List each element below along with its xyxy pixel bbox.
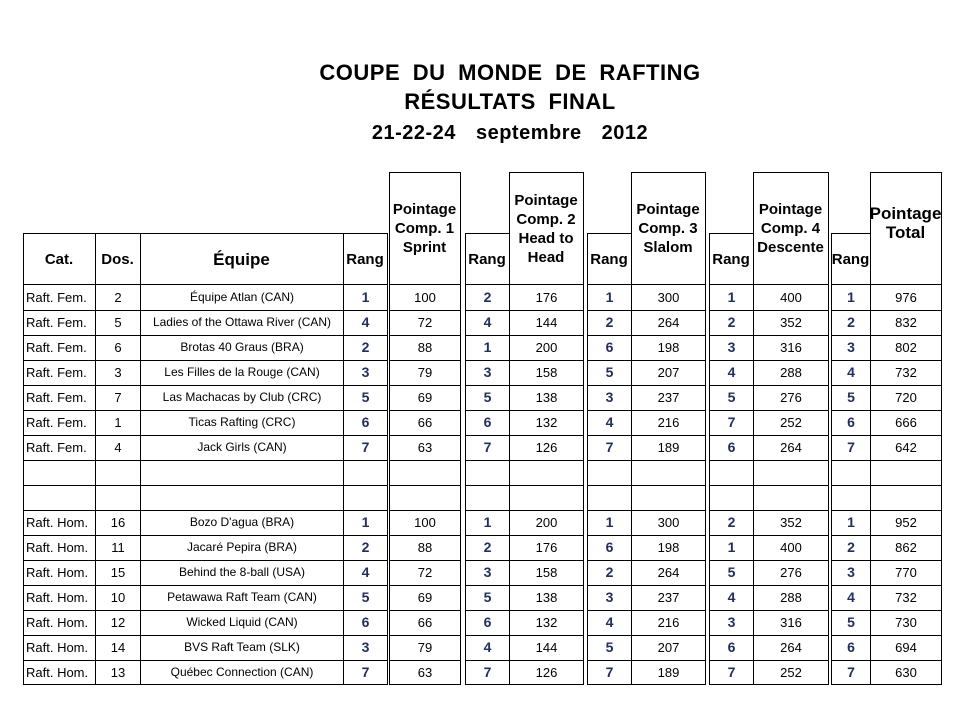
cell-points-total: 832 bbox=[895, 315, 917, 330]
cell-points-comp4: 276 bbox=[780, 565, 802, 580]
cell-rank-total: 3 bbox=[847, 339, 855, 355]
cell-rank-comp2: 4 bbox=[483, 639, 492, 655]
cell-rank-comp3: 1 bbox=[605, 289, 614, 305]
header-rank-comp2: Rang bbox=[468, 250, 506, 268]
cell-points-total: 642 bbox=[895, 440, 917, 455]
cell-category: Raft. Hom. bbox=[26, 515, 89, 530]
cell-points-comp1: 69 bbox=[417, 390, 433, 405]
cell-rank-comp2 bbox=[466, 485, 509, 510]
cell-category bbox=[24, 485, 95, 510]
cell-rank-comp4: 2 bbox=[727, 514, 736, 530]
cell-rank-comp1: 3 bbox=[361, 639, 370, 655]
cell-rank-total: 1 bbox=[847, 289, 855, 305]
cell-points-comp4: 252 bbox=[780, 665, 802, 680]
cell-rank-comp2: 1 bbox=[483, 339, 492, 355]
cell-rank-comp4: 4 bbox=[727, 589, 736, 605]
cell-rank-comp1: 7 bbox=[361, 439, 370, 455]
column-border bbox=[587, 233, 588, 685]
column-divider bbox=[631, 172, 632, 233]
cell-points-total: 630 bbox=[895, 665, 917, 680]
cell-category: Raft. Fem. bbox=[26, 390, 87, 405]
cell-points-comp1: 79 bbox=[417, 365, 433, 380]
cell-points-comp4: 252 bbox=[780, 415, 802, 430]
cell-points-total: 730 bbox=[895, 615, 917, 630]
cell-rank-comp1: 7 bbox=[361, 664, 370, 680]
cell-rank-total bbox=[832, 485, 870, 510]
header-rank-total: Rang bbox=[831, 250, 870, 268]
cell-rank-comp3: 6 bbox=[605, 539, 614, 555]
cell-rank-comp3 bbox=[588, 460, 631, 485]
cell-points-comp2: 144 bbox=[535, 315, 558, 330]
cell-category: Raft. Hom. bbox=[26, 640, 89, 655]
cell-rank-comp4: 2 bbox=[727, 314, 736, 330]
cell-team: Québec Connection (CAN) bbox=[170, 665, 314, 679]
cell-points-total: 952 bbox=[895, 515, 917, 530]
cell-points-comp4: 316 bbox=[780, 615, 802, 630]
cell-rank-total: 2 bbox=[847, 539, 855, 555]
cell-points-comp2: 126 bbox=[535, 440, 558, 455]
cell-bib: 14 bbox=[110, 640, 126, 655]
cell-category: Raft. Fem. bbox=[26, 340, 87, 355]
cell-rank-comp3: 3 bbox=[605, 589, 614, 605]
cell-category: Raft. Fem. bbox=[26, 440, 87, 455]
cell-category: Raft. Hom. bbox=[26, 540, 89, 555]
cell-points-total: 732 bbox=[895, 365, 917, 380]
cell-points-comp3: 300 bbox=[657, 290, 680, 305]
header-points-comp4: Pointage Comp. 4 Descente bbox=[757, 201, 824, 256]
cell-rank-comp4: 5 bbox=[727, 564, 736, 580]
cell-rank-comp1: 4 bbox=[361, 314, 370, 330]
cell-points-comp1: 63 bbox=[417, 665, 433, 680]
cell-rank-comp2: 1 bbox=[483, 514, 492, 530]
cell-rank-comp4 bbox=[710, 460, 753, 485]
cell-points-comp3: 189 bbox=[657, 665, 680, 680]
cell-rank-comp2: 2 bbox=[483, 289, 492, 305]
cell-rank-comp2: 5 bbox=[483, 389, 492, 405]
cell-rank-comp3: 3 bbox=[605, 389, 614, 405]
cell-bib: 7 bbox=[114, 390, 122, 405]
cell-rank-comp2: 3 bbox=[483, 364, 492, 380]
cell-rank-comp2: 6 bbox=[483, 414, 492, 430]
title-line-2: RÉSULTATS FINAL bbox=[404, 89, 616, 114]
cell-points-comp3: 198 bbox=[657, 340, 680, 355]
cell-category: Raft. Fem. bbox=[26, 315, 87, 330]
cell-rank-total: 2 bbox=[847, 314, 855, 330]
cell-points-comp2: 200 bbox=[535, 340, 558, 355]
cell-points-comp4: 264 bbox=[780, 440, 802, 455]
cell-rank-total: 6 bbox=[847, 414, 855, 430]
cell-bib bbox=[96, 485, 140, 510]
cell-rank-total: 1 bbox=[847, 514, 855, 530]
cell-points-comp3: 264 bbox=[657, 565, 680, 580]
header-category: Cat. bbox=[44, 250, 74, 268]
cell-category: Raft. Hom. bbox=[26, 565, 89, 580]
cell-rank-comp2: 7 bbox=[483, 439, 492, 455]
header-top-line bbox=[587, 233, 631, 234]
cell-points-total: 802 bbox=[895, 340, 917, 355]
cell-rank-comp1: 1 bbox=[361, 289, 370, 305]
cell-points-comp2: 132 bbox=[535, 415, 558, 430]
cell-points-total bbox=[871, 460, 941, 485]
cell-rank-total: 4 bbox=[847, 589, 855, 605]
cell-points-comp4: 316 bbox=[780, 340, 802, 355]
column-border bbox=[831, 233, 832, 685]
cell-rank-total: 7 bbox=[847, 664, 855, 680]
header-top-line bbox=[709, 233, 753, 234]
header-points-comp1: Pointage Comp. 1 Sprint bbox=[392, 201, 457, 256]
cell-category: Raft. Fem. bbox=[26, 365, 87, 380]
cell-points-comp1: 63 bbox=[417, 440, 433, 455]
cell-rank-comp2: 2 bbox=[483, 539, 492, 555]
cell-rank-total: 5 bbox=[847, 614, 855, 630]
cell-points-comp2: 158 bbox=[535, 565, 558, 580]
cell-rank-comp2: 6 bbox=[483, 614, 492, 630]
cell-rank-comp4: 6 bbox=[727, 639, 736, 655]
header-points-comp3: Pointage Comp. 3 Slalom bbox=[636, 201, 700, 256]
header-gap bbox=[830, 171, 870, 233]
cell-rank-comp3: 5 bbox=[605, 364, 614, 380]
cell-points-comp4: 400 bbox=[780, 290, 802, 305]
cell-points-comp3: 237 bbox=[657, 590, 680, 605]
cell-rank-comp4: 3 bbox=[727, 614, 736, 630]
cell-bib: 2 bbox=[114, 290, 122, 305]
cell-rank-comp1 bbox=[344, 485, 387, 510]
cell-points-comp2: 200 bbox=[535, 515, 558, 530]
cell-rank-comp1: 1 bbox=[361, 514, 370, 530]
cell-points-comp2: 138 bbox=[535, 590, 558, 605]
cell-team: Les Filles de la Rouge (CAN) bbox=[164, 365, 320, 379]
cell-rank-comp3: 2 bbox=[605, 564, 614, 580]
cell-rank-comp4: 6 bbox=[727, 439, 736, 455]
cell-points-comp4: 400 bbox=[780, 540, 802, 555]
cell-team: Behind the 8-ball (USA) bbox=[178, 565, 306, 579]
cell-points-total: 720 bbox=[895, 390, 917, 405]
cell-team: Équipe Atlan (CAN) bbox=[189, 290, 295, 304]
cell-category: Raft. Hom. bbox=[26, 665, 89, 680]
cell-bib: 11 bbox=[111, 540, 125, 555]
cell-rank-comp2: 5 bbox=[483, 589, 492, 605]
cell-bib: 16 bbox=[110, 515, 126, 530]
cell-points-comp2 bbox=[510, 460, 583, 485]
cell-points-total: 694 bbox=[895, 640, 917, 655]
cell-points-comp4: 264 bbox=[780, 640, 802, 655]
column-divider bbox=[870, 172, 871, 233]
cell-points-total: 770 bbox=[895, 565, 917, 580]
cell-rank-comp4: 1 bbox=[727, 289, 736, 305]
cell-rank-comp1 bbox=[344, 460, 387, 485]
title-line-3: 21-22-24 septembre 2012 bbox=[371, 122, 649, 144]
cell-rank-comp4: 5 bbox=[727, 389, 736, 405]
cell-team bbox=[141, 460, 343, 485]
cell-team: Wicked Liquid (CAN) bbox=[186, 615, 298, 629]
cell-points-comp2: 176 bbox=[535, 290, 558, 305]
cell-bib: 4 bbox=[114, 440, 122, 455]
cell-rank-comp1: 6 bbox=[361, 614, 370, 630]
cell-rank-comp2: 4 bbox=[483, 314, 492, 330]
cell-bib: 1 bbox=[114, 415, 122, 430]
header-top-line bbox=[465, 233, 509, 234]
cell-points-comp3: 237 bbox=[657, 390, 680, 405]
cell-rank-comp4: 4 bbox=[727, 364, 736, 380]
header-rank-comp1: Rang bbox=[346, 250, 384, 268]
cell-rank-comp1: 4 bbox=[361, 564, 370, 580]
cell-rank-comp4: 3 bbox=[727, 339, 736, 355]
cell-team bbox=[141, 485, 343, 510]
cell-points-comp1: 72 bbox=[417, 315, 433, 330]
cell-rank-total bbox=[832, 460, 870, 485]
cell-rank-comp2 bbox=[466, 460, 509, 485]
cell-points-comp3: 198 bbox=[657, 540, 680, 555]
column-divider bbox=[509, 172, 510, 233]
header-rank-comp3: Rang bbox=[590, 250, 628, 268]
cell-team: Brotas 40 Graus (BRA) bbox=[180, 340, 304, 354]
cell-points-comp1: 66 bbox=[417, 415, 433, 430]
cell-points-comp1: 100 bbox=[414, 515, 436, 530]
cell-points-comp3 bbox=[632, 460, 705, 485]
cell-points-comp1: 79 bbox=[417, 640, 433, 655]
header-gap bbox=[586, 171, 631, 233]
cell-points-comp4 bbox=[754, 485, 828, 510]
cell-points-comp3: 300 bbox=[657, 515, 680, 530]
cell-bib: 12 bbox=[110, 615, 126, 630]
cell-points-comp1: 66 bbox=[417, 615, 433, 630]
cell-points-comp4: 288 bbox=[780, 590, 802, 605]
column-divider bbox=[753, 172, 754, 233]
cell-bib: 3 bbox=[114, 365, 122, 380]
cell-points-comp4 bbox=[754, 460, 828, 485]
cell-rank-comp3: 6 bbox=[605, 339, 614, 355]
header-team: Équipe bbox=[213, 249, 270, 269]
cell-team: Ticas Rafting (CRC) bbox=[188, 415, 296, 429]
cell-team: Petawawa Raft Team (CAN) bbox=[167, 590, 317, 604]
cell-rank-comp3: 7 bbox=[605, 664, 614, 680]
cell-points-total: 732 bbox=[895, 590, 917, 605]
cell-rank-comp3: 4 bbox=[605, 414, 614, 430]
cell-points-total: 666 bbox=[895, 415, 917, 430]
header-gap bbox=[464, 171, 509, 233]
cell-rank-comp1: 2 bbox=[361, 339, 370, 355]
cell-points-comp2: 138 bbox=[535, 390, 558, 405]
cell-team: Jack Girls (CAN) bbox=[197, 440, 287, 454]
cell-points-comp2: 132 bbox=[535, 615, 558, 630]
cell-rank-comp2: 3 bbox=[483, 564, 492, 580]
header-rank-comp4: Rang bbox=[712, 250, 750, 268]
cell-category bbox=[24, 460, 95, 485]
cell-points-comp2: 158 bbox=[535, 365, 558, 380]
cell-rank-total: 4 bbox=[847, 364, 855, 380]
cell-bib: 6 bbox=[114, 340, 122, 355]
cell-points-comp3: 207 bbox=[657, 640, 680, 655]
cell-rank-comp3: 1 bbox=[605, 514, 614, 530]
cell-rank-comp1: 5 bbox=[361, 589, 370, 605]
cell-points-comp1 bbox=[390, 485, 460, 510]
cell-points-comp1: 88 bbox=[417, 540, 433, 555]
cell-rank-total: 6 bbox=[847, 639, 855, 655]
cell-team: Las Machacas by Club (CRC) bbox=[162, 390, 322, 404]
cell-rank-comp1: 6 bbox=[361, 414, 370, 430]
cell-rank-comp4 bbox=[710, 485, 753, 510]
cell-team: Bozo D'agua (BRA) bbox=[189, 515, 295, 529]
cell-points-comp4: 352 bbox=[780, 515, 802, 530]
cell-rank-comp4: 7 bbox=[727, 664, 736, 680]
cell-points-comp3 bbox=[632, 485, 705, 510]
cell-rank-comp1: 3 bbox=[361, 364, 370, 380]
cell-rank-comp3 bbox=[588, 485, 631, 510]
cell-rank-comp1: 2 bbox=[361, 539, 370, 555]
cell-rank-total: 3 bbox=[847, 564, 855, 580]
cell-team: Jacaré Pepira (BRA) bbox=[186, 540, 298, 554]
cell-points-comp2: 176 bbox=[535, 540, 558, 555]
cell-rank-comp3: 2 bbox=[605, 314, 614, 330]
header-points-total: Pointage Total bbox=[869, 204, 942, 242]
cell-points-comp2: 144 bbox=[535, 640, 558, 655]
cell-rank-comp4: 1 bbox=[727, 539, 736, 555]
cell-rank-comp3: 4 bbox=[605, 614, 614, 630]
cell-points-comp1: 100 bbox=[414, 290, 436, 305]
cell-points-comp3: 264 bbox=[657, 315, 680, 330]
cell-points-total: 862 bbox=[895, 540, 917, 555]
cell-team: Ladies of the Ottawa River (CAN) bbox=[152, 315, 332, 329]
cell-bib: 13 bbox=[110, 665, 126, 680]
cell-bib: 5 bbox=[114, 315, 122, 330]
cell-points-comp2 bbox=[510, 485, 583, 510]
cell-category: Raft. Hom. bbox=[26, 615, 89, 630]
cell-points-comp1 bbox=[390, 460, 460, 485]
cell-rank-comp3: 7 bbox=[605, 439, 614, 455]
cell-points-comp3: 207 bbox=[657, 365, 680, 380]
cell-team: BVS Raft Team (SLK) bbox=[184, 640, 300, 654]
cell-category: Raft. Fem. bbox=[26, 415, 87, 430]
header-gap bbox=[708, 171, 753, 233]
cell-points-comp4: 352 bbox=[780, 315, 802, 330]
cell-points-total: 976 bbox=[895, 290, 917, 305]
cell-rank-comp3: 5 bbox=[605, 639, 614, 655]
cell-points-comp4: 288 bbox=[780, 365, 802, 380]
cell-points-comp3: 216 bbox=[657, 415, 680, 430]
cell-points-comp1: 69 bbox=[417, 590, 433, 605]
cell-bib: 15 bbox=[110, 565, 126, 580]
cell-rank-comp2: 7 bbox=[483, 664, 492, 680]
cell-rank-total: 7 bbox=[847, 439, 855, 455]
header-top-line bbox=[831, 233, 870, 234]
cell-points-comp1: 72 bbox=[417, 565, 433, 580]
header-points-comp2: Pointage Comp. 2 Head to Head bbox=[514, 191, 578, 266]
cell-points-comp4: 276 bbox=[780, 390, 802, 405]
cell-bib bbox=[96, 460, 140, 485]
cell-rank-comp4: 7 bbox=[727, 414, 736, 430]
title-line-1: COUPE DU MONDE DE RAFTING bbox=[319, 60, 701, 85]
header-bib: Dos. bbox=[101, 250, 134, 268]
column-border bbox=[465, 233, 466, 685]
cell-points-total bbox=[871, 485, 941, 510]
cell-rank-comp1: 5 bbox=[361, 389, 370, 405]
cell-points-comp3: 189 bbox=[657, 440, 680, 455]
cell-category: Raft. Fem. bbox=[26, 290, 87, 305]
column-border bbox=[709, 233, 710, 685]
cell-points-comp1: 88 bbox=[417, 340, 433, 355]
cell-rank-total: 5 bbox=[847, 389, 855, 405]
cell-points-comp2: 126 bbox=[535, 665, 558, 680]
cell-bib: 10 bbox=[110, 590, 126, 605]
cell-points-comp3: 216 bbox=[657, 615, 680, 630]
cell-category: Raft. Hom. bbox=[26, 590, 89, 605]
